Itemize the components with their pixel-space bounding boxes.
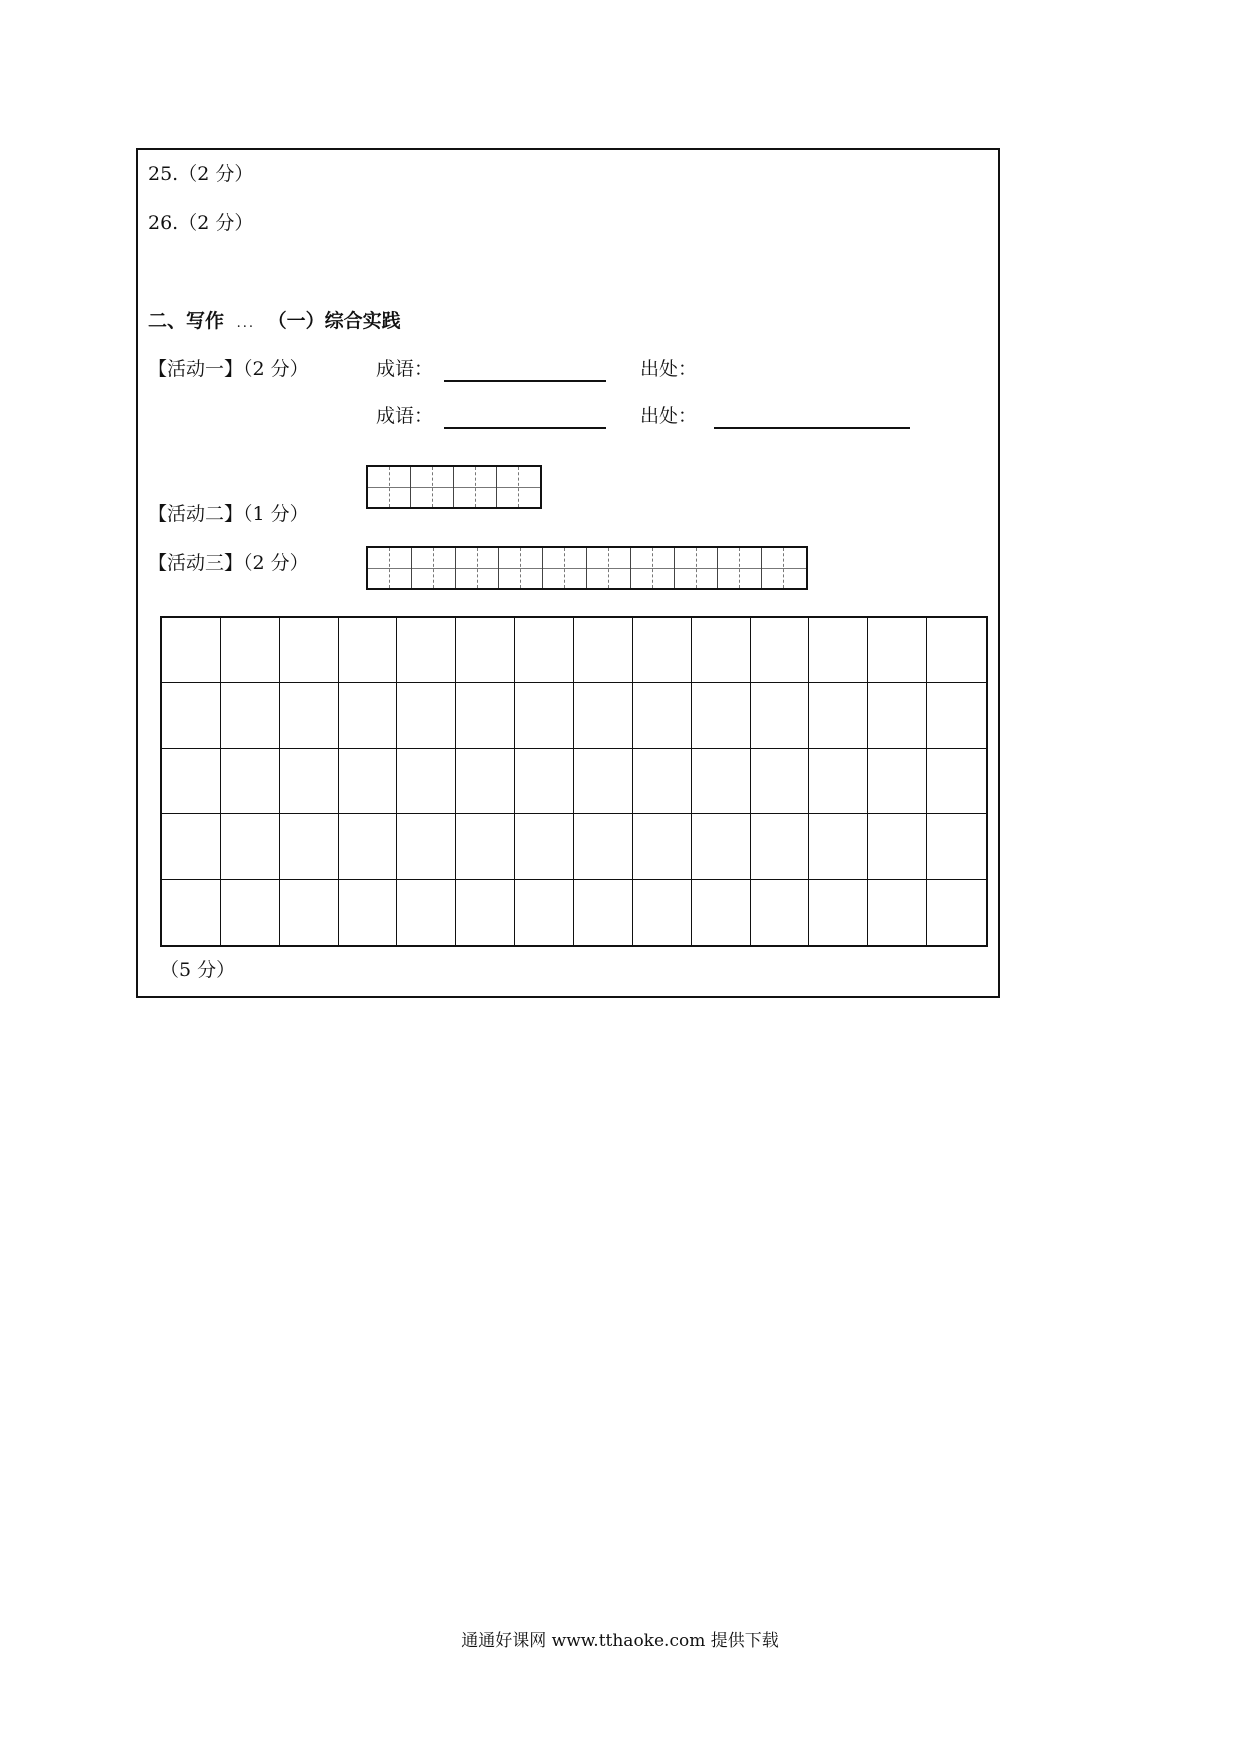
grid-divider (368, 467, 519, 507)
grid-cell[interactable] (692, 814, 751, 879)
activity-1-idiom-label-2: 成语： (376, 405, 434, 427)
grid-cell[interactable] (456, 749, 515, 814)
grid-cell[interactable] (633, 814, 692, 879)
grid-cell[interactable] (927, 749, 986, 814)
grid-cell[interactable] (751, 683, 810, 748)
activity-1-source-answer-line-2[interactable] (714, 427, 910, 429)
grid-cell[interactable] (574, 880, 633, 945)
grid-cell[interactable] (574, 814, 633, 879)
section-title-main: 二、写作 (148, 310, 225, 332)
grid-cell[interactable] (927, 618, 986, 683)
grid-cell[interactable] (868, 880, 927, 945)
activity-1-label: 【活动一】（2 分） (148, 358, 309, 380)
grid-cell[interactable] (927, 683, 986, 748)
grid-cell[interactable] (692, 880, 751, 945)
activity-2-label: 【活动二】（1 分） (148, 503, 309, 525)
grid-cell[interactable] (339, 749, 398, 814)
activity-1-source-label-2: 出处： (640, 405, 698, 427)
section-title-dots: ... (236, 316, 256, 331)
grid-cell[interactable] (868, 814, 927, 879)
grid-cell[interactable] (868, 749, 927, 814)
grid-cell[interactable] (927, 880, 986, 945)
grid-cell[interactable] (633, 880, 692, 945)
grid-cell[interactable] (162, 618, 221, 683)
grid-cell[interactable] (280, 880, 339, 945)
grid-cell[interactable] (515, 618, 574, 683)
grid-cell[interactable] (515, 814, 574, 879)
activity-1-source-label-1: 出处： (640, 358, 698, 380)
grid-cell[interactable] (574, 683, 633, 748)
grid-cell[interactable] (751, 749, 810, 814)
writing-score-label: （5 分） (160, 959, 236, 981)
grid-cell[interactable] (633, 683, 692, 748)
activity-2-writing-boxes[interactable] (366, 465, 542, 509)
grid-cell[interactable] (162, 880, 221, 945)
grid-cell[interactable] (339, 880, 398, 945)
grid-cell[interactable] (751, 814, 810, 879)
grid-cell[interactable] (751, 880, 810, 945)
grid-cell[interactable] (692, 749, 751, 814)
activity-1-idiom-answer-line-2[interactable] (444, 427, 606, 429)
grid-cell[interactable] (221, 618, 280, 683)
question-26-label: 26.（2 分） (148, 212, 254, 234)
grid-cell[interactable] (927, 814, 986, 879)
grid-cell[interactable] (456, 618, 515, 683)
grid-cell[interactable] (809, 683, 868, 748)
grid-cell[interactable] (633, 749, 692, 814)
grid-cell[interactable] (809, 814, 868, 879)
section-subtitle: （一）综合实践 (267, 310, 401, 332)
activity-1-idiom-label-1: 成语： (376, 358, 434, 380)
grid-cell[interactable] (397, 683, 456, 748)
grid-cell[interactable] (221, 814, 280, 879)
grid-cell[interactable] (692, 683, 751, 748)
grid-cell[interactable] (397, 814, 456, 879)
grid-cell[interactable] (280, 814, 339, 879)
grid-cell[interactable] (162, 683, 221, 748)
grid-cell[interactable] (692, 618, 751, 683)
grid-cell[interactable] (574, 618, 633, 683)
activity-3-label: 【活动三】（2 分） (148, 552, 309, 574)
grid-cell[interactable] (456, 880, 515, 945)
grid-cell[interactable] (339, 618, 398, 683)
grid-cell[interactable] (809, 618, 868, 683)
grid-cell[interactable] (515, 683, 574, 748)
grid-cell[interactable] (515, 749, 574, 814)
grid-cell[interactable] (162, 749, 221, 814)
section-title (148, 309, 401, 336)
grid-cell[interactable] (868, 618, 927, 683)
grid-cell[interactable] (280, 749, 339, 814)
grid-cell[interactable] (515, 880, 574, 945)
grid-cell[interactable] (397, 749, 456, 814)
grid-cell[interactable] (397, 618, 456, 683)
grid-cell[interactable] (456, 683, 515, 748)
grid-cell[interactable] (456, 814, 515, 879)
grid-cell[interactable] (339, 814, 398, 879)
composition-character-grid[interactable] (160, 616, 988, 947)
grid-cell[interactable] (809, 880, 868, 945)
grid-cell[interactable] (751, 618, 810, 683)
grid-divider (368, 548, 784, 588)
grid-cell[interactable] (809, 749, 868, 814)
grid-cell[interactable] (280, 618, 339, 683)
grid-cell[interactable] (221, 880, 280, 945)
grid-cell[interactable] (397, 880, 456, 945)
activity-3-writing-boxes[interactable] (366, 546, 808, 590)
question-25-label: 25.（2 分） (148, 163, 254, 185)
grid-cell[interactable] (574, 749, 633, 814)
grid-cell[interactable] (221, 683, 280, 748)
grid-cell[interactable] (868, 683, 927, 748)
grid-cell[interactable] (162, 814, 221, 879)
page-footer: 通通好课网 www.tthaoke.com 提供下载 (461, 1631, 779, 1651)
grid-cell[interactable] (339, 683, 398, 748)
activity-1-idiom-answer-line-1[interactable] (444, 380, 606, 382)
grid-cell[interactable] (221, 749, 280, 814)
grid-cell[interactable] (633, 618, 692, 683)
grid-cell[interactable] (280, 683, 339, 748)
